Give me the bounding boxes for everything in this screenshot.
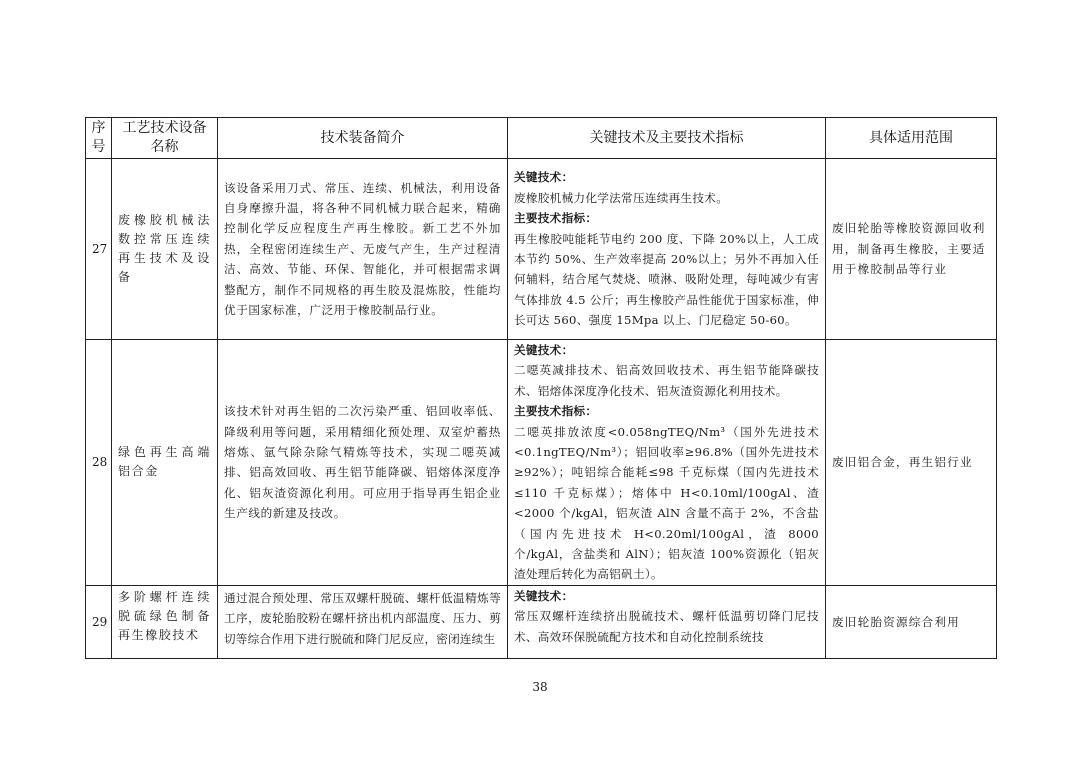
row-key-cell xyxy=(508,585,826,658)
header-key: 关键技术及主要技术指标 xyxy=(508,118,826,159)
page-number: 38 xyxy=(532,680,548,694)
row-seq: 29 xyxy=(86,585,112,658)
header-seq: 序号 xyxy=(86,118,112,159)
metric-label: 主要技术指标： xyxy=(514,211,598,226)
table-header-row xyxy=(86,118,997,159)
metric-text: 二噁英排放浓度<0.058ngTEQ/Nm³（国外先进技术<0.1ngTEQ/Nm³）；铝回收率≥96.8%（国外先进技术≥92%）；吨铝综合能耗≤98 千克标煤（国内先进技术≤110 千克标煤）；熔体中 H<0.10ml/100gAl、渣<2000 个/kgAl，铝灰渣 AlN 含量不高于 2%，不含盐（国内先进技术 H<0.20ml/100gAl，渣 8000 个/kgAl，含盐类和 AlN）；铝灰渣 100%资源化（铝灰渣处理后转化为高铝矾土）。 xyxy=(514,424,819,582)
row-desc: 该技术针对再生铝的二次污染严重、铝回收率低、降级利用等问题，采用精细化预处理、双室炉蓄热熔炼、氩气除杂除气精炼等技术，实现二噁英减排、铝高效回收、再生铝节能降碳、铝熔体深度净化、铝灰渣资源化利用。可应用于指导再生铝企业生产线的新建及技改。 xyxy=(218,340,508,586)
key-tech-text: 常压双螺杆连续挤出脱硫技术、螺杆低温剪切降门尼技术、高效环保脱硫配方技术和自动化控制系统技 xyxy=(514,609,819,644)
row-seq: 27 xyxy=(86,159,112,340)
key-tech-text: 废橡胶机械力化学法常压连续再生技术。 xyxy=(514,190,729,205)
row-scope: 废旧轮胎等橡胶资源回收利用，制备再生橡胶，主要适用于橡胶制品等行业 xyxy=(826,159,997,340)
table-row xyxy=(86,585,997,658)
key-tech-text: 二噁英减排技术、铝高效回收技术、再生铝节能降碳技术、铝熔体深度净化技术、铝灰渣资源化利用技术。 xyxy=(514,363,819,398)
metric-text: 再生橡胶吨能耗节电约 200 度、下降 20%以上，人工成本节约 50%、生产效率提高 20%以上；另外不再加入任何辅料，结合尾气焚烧、喷淋、吸附处理，每吨减少有害气体排放 4.5 公斤；再生橡胶产品性能优于国家标准，伸长可达 560、强度 15Mpa 以上、门尼稳定 50-60。 xyxy=(514,231,819,328)
table-row xyxy=(86,340,997,586)
technology-table xyxy=(85,117,997,659)
metric-label: 主要技术指标： xyxy=(514,404,598,419)
table-row xyxy=(86,159,997,340)
row-desc: 通过混合预处理、常压双螺杆脱硫、螺杆低温精炼等工序，废轮胎胶粉在螺杆挤出机内部温度、压力、剪切等综合作用下进行脱硫和降门尼反应，密闭连续生 xyxy=(218,585,508,658)
row-scope: 废旧轮胎资源综合利用 xyxy=(826,585,997,658)
row-seq: 28 xyxy=(86,340,112,586)
key-tech-label: 关键技术： xyxy=(514,343,574,357)
row-name: 绿色再生高端铝合金 xyxy=(112,340,218,586)
row-key-cell xyxy=(508,159,826,340)
header-desc: 技术装备简介 xyxy=(218,118,508,159)
row-scope: 废旧铝合金，再生铝行业 xyxy=(826,340,997,586)
key-tech-label: 关键技术： xyxy=(514,170,574,185)
header-name: 工艺技术设备名称 xyxy=(112,118,218,159)
row-name: 多阶螺杆连续脱硫绿色制备再生橡胶技术 xyxy=(112,585,218,658)
row-key-cell xyxy=(508,340,826,586)
row-desc: 该设备采用刀式、常压、连续、机械法，利用设备自身摩擦升温，将各种不同机械力联合起来，精确控制化学反应程度生产再生橡胶。新工艺不外加热，全程密闭连续生产、无废气产生，生产过程清洁、高效、节能、环保、智能化，并可根据需求调整配方，制作不同规格的再生胶及混炼胶，性能均优于国家标准，广泛用于橡胶制品行业。 xyxy=(218,159,508,340)
row-name: 废橡胶机械法数控常压连续再生技术及设备 xyxy=(112,159,218,340)
header-scope: 具体适用范围 xyxy=(826,118,997,159)
key-tech-label: 关键技术： xyxy=(514,588,574,603)
